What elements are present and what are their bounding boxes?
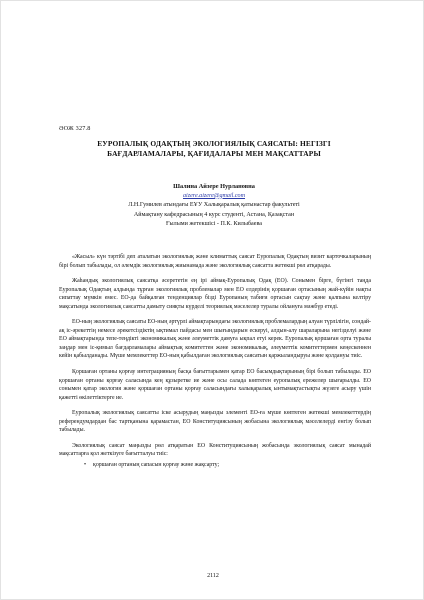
- paragraph: Экологиялық саясат маңызды рөл атқаратын ЕО Конституциясының жобасында экологиялық саясат мынадай мақсаттарға қол жеткізуге бағытталуы тиіс:: [59, 442, 371, 458]
- udk-code: ӘОЖ 327.8: [59, 125, 91, 132]
- affiliation-line: Аймақтану кафедрасының 4 курс студенті, Астана, Қазақстан: [133, 211, 295, 218]
- author-name: Шалина Айзере Нурлановна: [173, 183, 255, 190]
- supervisor-line: Ғылыми жетекшісі - П.К. Килыбаева: [166, 221, 262, 228]
- author-email-link[interactable]: aizere.aizere@gmail.com: [182, 192, 246, 199]
- paragraph: Еуропалық экологиялық саясатты іске асырудың маңызды элементі ЕО-ға мүше көптеген жетекші мемлекеттердің референдумдардан бас тартқанына қарамастан, ЕО Конституциясының жобасына экологиялық мәселелерді енгізу болып табылады.: [59, 410, 371, 434]
- paragraph: ЕО-ның экологиялық саясаты ЕО-ның әртүрлі аймақтарындағы экологиялық проблемалардың алуан түрлілігін, сондай-ақ іс-әрекеттің немесе әрекетсіздіктің ықтимал пайдасы мен шығындарын ескеруі, алдын-алу шараларына негізделуі және ЕО аймақтарында тепе-теңдікті экономикалық және әлеуметтік дамуға ықпал етуі керек. Еуропалық қоршаған орта туралы заңдар мен іс-қимыл бағдарламалары аймақтық комитеттен және экономикалық, әлеуметтік комитеттермен кеңескеннен кейін қабылданады. Мүше мемлекеттер ЕО-ның қабылдаған экологиялық саясатын қаржыландыруы және қолдануы тиіс.: [59, 319, 371, 360]
- author-block: [71, 182, 357, 230]
- article-title: [79, 139, 349, 159]
- title-line: БАҒДАРЛАМАЛАРЫ, ҚАҒИДАЛАРЫ МЕН МАҚСАТТАРЫ: [107, 149, 321, 158]
- title-line: ЕУРОПАЛЫҚ ОДАҚТЫҢ ЭКОЛОГИЯЛЫҚ САЯСАТЫ: НЕГІЗГІ: [97, 139, 331, 148]
- goals-list: [59, 461, 371, 470]
- paragraph: «Жасыл» күн тәртібі деп аталатын экологиялық және климаттық саясат Еуропалық Одақтың визит карточкаларының бірі болып табылады, ол әлемдік экологиялық жиынамада және экологиялық саясатта жетекші рөл атқарады.: [59, 254, 371, 269]
- paragraph: Жаһандық экологиялық саясатқа әсерететін ең ірі аймақ-Еуропалық Одақ (ЕО). Сонымен бірге, бүгінгі таңда Еуропалық Одақтың алдында тұрған экологиялық проблемалар мен ЕО елдерінің қоршаған ортасының жай-күйін нақты сипаттау мүмкін емес. ЕО-да байқалған тенденциялар бізді Еуропаның табиғи ортасын сақтау және қалпына келтіру мақсатында экологиялық саясатты дамыту сияқты күрделі теориялық мәселелер туралы ойлануға мәжбүр етеді.: [59, 278, 371, 310]
- list-item: • қоршаған ортаның сапасын қорғау және жақсарту;: [93, 461, 371, 470]
- article-body: [59, 253, 371, 469]
- affiliation-line: Л.Н.Гумилев атындағы ЕҰУ Халықаралық қатынастар факультеті: [128, 202, 300, 209]
- paragraph: Қоршаған ортаны қорғау интеграцияның басқа бағыттарымен қатар ЕО басымдықтарының бірі болып табылады. ЕО қоршаған ортаны қорғау саласында кең құзыретке ие және осы салада көптеген еуропалық ережелер шығарылды. ЕО сонымен қатар экология және қоршаған ортаны қорғау саласындағы халықаралық ынтымақтастықты жүзеге асыру үшін қажетті өкілеттіктерге ие.: [59, 369, 371, 401]
- page-number: 2112: [207, 573, 219, 579]
